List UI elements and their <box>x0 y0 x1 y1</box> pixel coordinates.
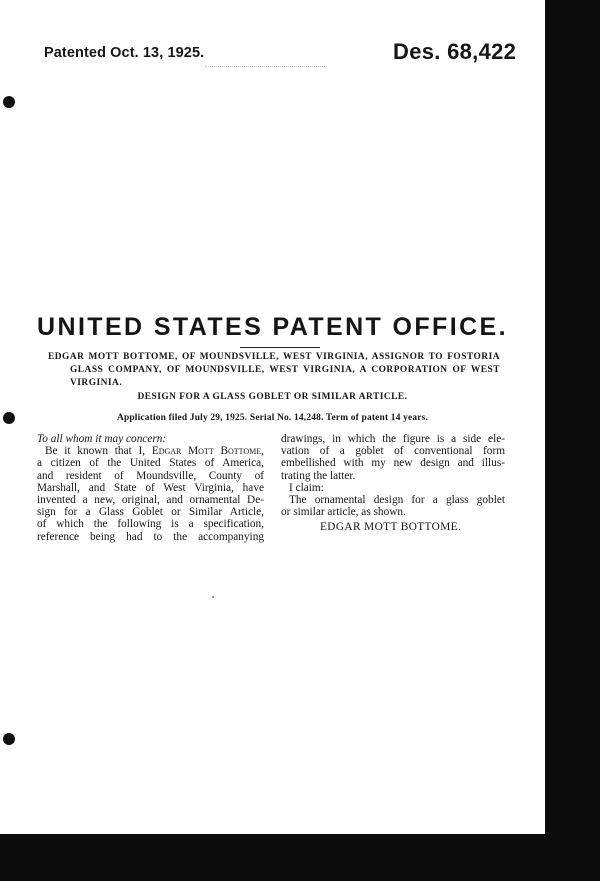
body-line: reference being had to the accompanying <box>37 530 264 543</box>
body-column-left <box>37 433 264 543</box>
body-line: Marshall, and State of West Virginia, have <box>37 481 264 494</box>
body-line: embellished with my new design and illus- <box>281 457 505 470</box>
body-line: of which the following is a specification, <box>37 518 264 531</box>
patent-number: Des. 68,422 <box>393 39 517 64</box>
inventor-line-2: GLASS COMPANY, OF MOUNDSVILLE, WEST VIRGINIA, A CORPORATION OF WEST <box>70 365 500 375</box>
office-title: UNITED STATES PATENT OFFICE. <box>37 313 508 341</box>
inventor-line-1: EDGAR MOTT BOTTOME, OF MOUNDSVILLE, WEST VIRGINIA, ASSIGNOR TO FOSTORIA <box>48 352 500 362</box>
body-line: invented a new, original, and ornamental De- <box>37 494 264 507</box>
salutation: To all whom it may concern: <box>37 433 167 445</box>
claim-line: or similar article, as shown. <box>281 506 406 519</box>
inventor-signature: EDGAR MOTT BOTTOME. <box>320 521 462 533</box>
scan-speck <box>212 596 214 598</box>
body-line <box>37 445 264 457</box>
body-column-right <box>281 433 505 518</box>
application-info: Application filed July 29, 1925. Serial No. 14,248. Term of patent 14 years. <box>116 413 429 423</box>
scan-border-bottom <box>0 834 600 881</box>
inventor-line-3: VIRGINIA. <box>70 378 123 388</box>
scan-border-right <box>545 0 600 881</box>
body-line-text: Be it known that I, <box>45 445 152 458</box>
claim-heading: I claim: <box>289 481 324 494</box>
inventor-statement <box>48 351 500 390</box>
body-line: and resident of Moundsville, County of <box>37 469 264 482</box>
punch-hole-icon <box>3 733 15 745</box>
design-title: DESIGN FOR A GLASS GOBLET OR SIMILAR ARTICLE. <box>137 392 408 402</box>
patented-date: Patented Oct. 13, 1925. <box>44 45 205 61</box>
body-line: trating the latter. <box>281 469 356 482</box>
body-line: sign for a Glass Goblet or Similar Article, <box>37 506 264 519</box>
body-line: drawings, in which the figure is a side ele- <box>281 433 505 445</box>
body-line: a citizen of the United States of America, <box>37 457 264 470</box>
title-divider <box>240 347 320 348</box>
claim-line: The ornamental design for a glass goblet <box>289 494 505 507</box>
punch-hole-icon <box>3 96 15 108</box>
inventor-name: Edgar Mott Bottome, <box>151 445 264 458</box>
body-line: vation of a goblet of conventional form <box>281 445 505 458</box>
scan-specks <box>205 58 325 67</box>
